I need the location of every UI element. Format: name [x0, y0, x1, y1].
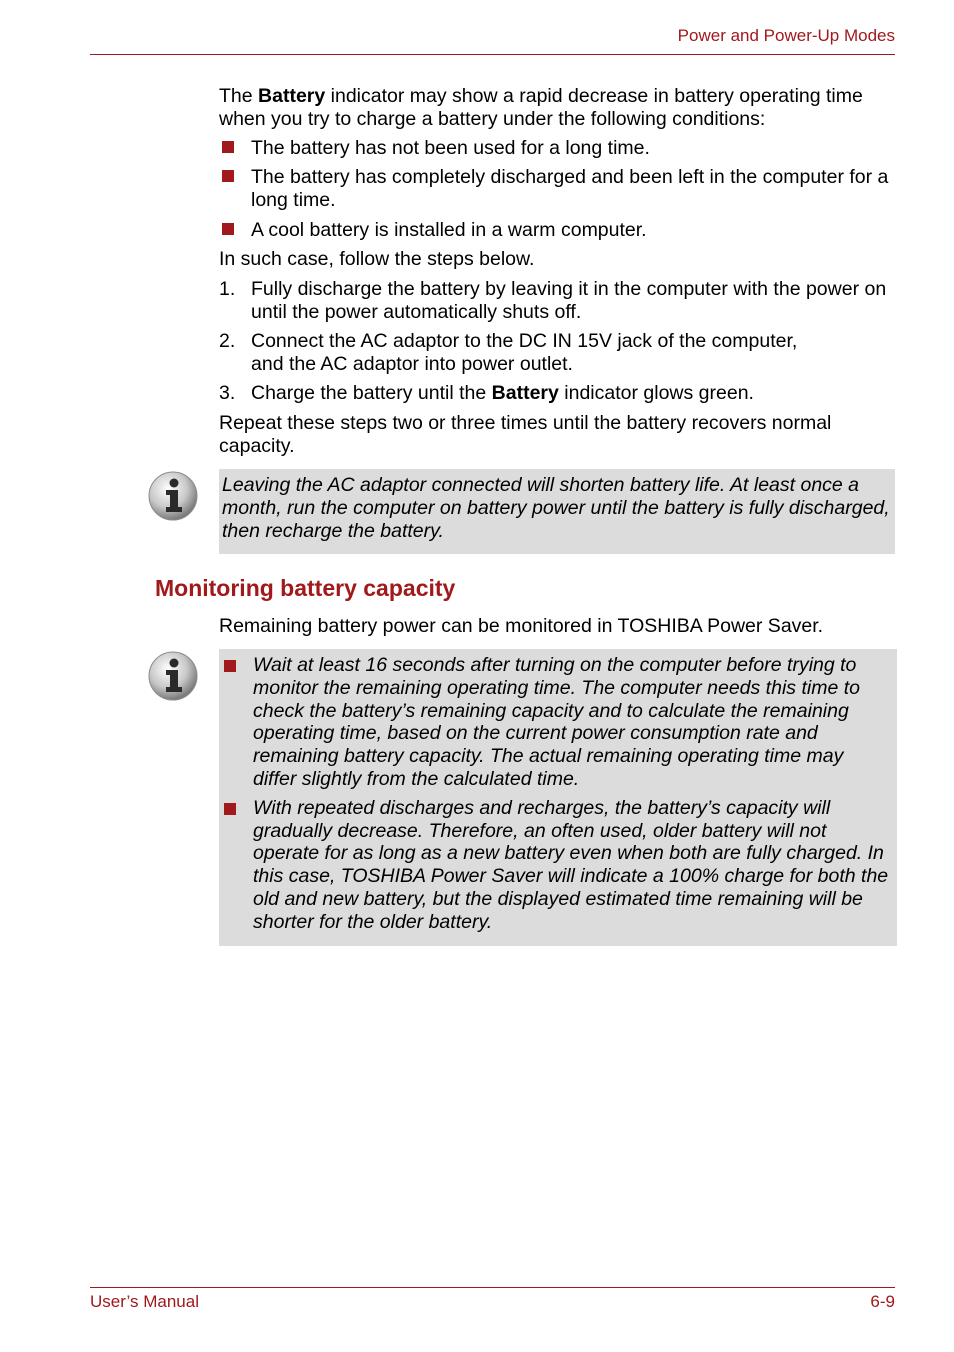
step-item	[219, 330, 895, 375]
intro-paragraph	[219, 85, 895, 130]
step-item	[219, 382, 895, 405]
info-icon	[148, 651, 198, 701]
step-number: 3.	[219, 382, 236, 404]
note-text: Leaving the AC adaptor connected will shorten battery life. At least once a month, run the computer on battery power until the battery is fully discharged, then recharge the battery.	[222, 474, 890, 542]
step-text	[251, 330, 895, 375]
header-rule	[90, 54, 895, 55]
note-text: With repeated discharges and recharges, the battery’s capacity will gradually decrease. Therefore, an often used, older battery will not operate for as long as a new battery even when both are fully charged. In this case, TOSHIBA Power Saver will indicate a 100% charge for both the old and new battery, but the displayed estimated time remaining will be shorter for the older battery.	[253, 796, 889, 933]
note-list-item	[219, 649, 897, 791]
step-text: Fully discharge the battery by leaving it in the computer with the power on until the power automatically shuts off.	[251, 278, 887, 323]
note-box	[219, 469, 895, 554]
step-text-post: indicator glows green.	[558, 382, 754, 404]
list-item-text: A cool battery is installed in a warm computer.	[251, 219, 647, 241]
header-title: Power and Power-Up Modes	[677, 26, 895, 45]
step-text	[251, 382, 895, 405]
section-heading: Monitoring battery capacity	[155, 575, 456, 601]
step-text-line: Connect the AC adaptor to the DC IN 15V jack of the computer,	[251, 330, 798, 352]
footer-rule	[90, 1287, 895, 1288]
intro-bold: Battery	[258, 85, 326, 107]
page-number: 6-9	[870, 1292, 895, 1311]
list-item	[219, 219, 895, 242]
bullet-square-icon	[224, 803, 236, 815]
repeat-paragraph: Repeat these steps two or three times until the battery recovers normal capacity.	[219, 412, 832, 457]
footer-manual-title: User’s Manual	[90, 1292, 199, 1311]
bullet-square-icon	[222, 170, 234, 182]
step-text-bold: Battery	[491, 382, 559, 404]
list-item	[219, 137, 895, 160]
list-item	[219, 166, 895, 211]
list-item-text: The battery has completely discharged and been left in the computer for a long time.	[251, 166, 889, 211]
step-item	[219, 278, 895, 323]
note-box	[219, 649, 897, 946]
bullet-square-icon	[222, 141, 234, 153]
note-list-item	[219, 791, 897, 934]
list-item-text: The battery has not been used for a long time.	[251, 137, 650, 159]
bullet-square-icon	[224, 660, 236, 672]
info-icon	[148, 471, 198, 521]
intro-pre: The	[219, 85, 259, 107]
note-text: Wait at least 16 seconds after turning on the computer before trying to monitor the remaining operating time. The computer needs this time to check the battery’s remaining capacity and to calculate the remaining operating time, based on the current power consumption rate and remaining battery capacity. The actual remaining operating time may differ slightly from the calculated time.	[253, 654, 860, 790]
step-text-pre: Charge the battery until the	[251, 382, 492, 404]
step-text-line: and the AC adaptor into power outlet.	[251, 352, 573, 375]
bullet-square-icon	[222, 223, 234, 235]
step-number: 2.	[219, 330, 236, 352]
steps-intro: In such case, follow the steps below.	[219, 248, 535, 270]
step-number: 1.	[219, 278, 236, 300]
section-body: Remaining battery power can be monitored in TOSHIBA Power Saver.	[219, 615, 824, 637]
intro-post: indicator may show a rapid decrease in battery operating time when you try to charge a battery under the following conditions:	[219, 85, 863, 130]
